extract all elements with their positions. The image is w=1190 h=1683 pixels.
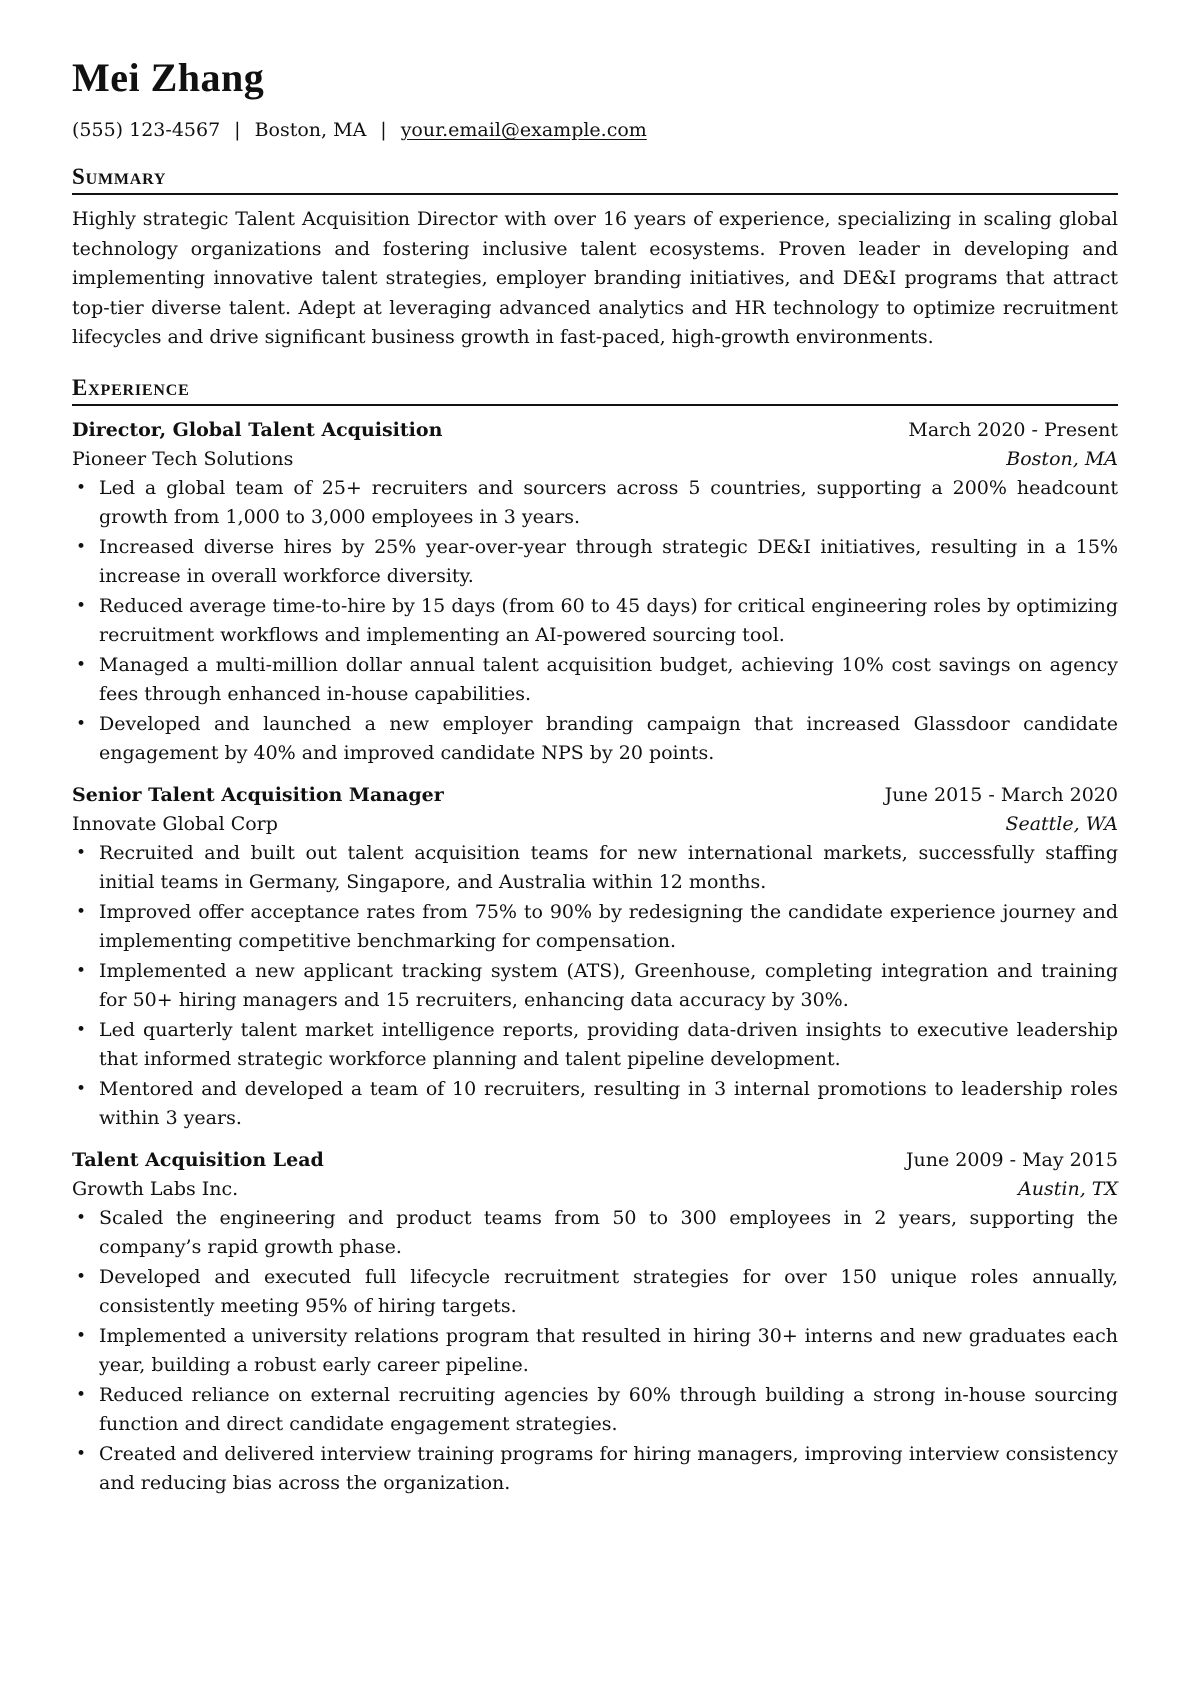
summary-section <box>72 164 1118 353</box>
candidate-name: Mei Zhang <box>72 55 265 100</box>
summary-text: Highly strategic Talent Acquisition Director with over 16 years of experience, specializing in scaling global technology organizations and fostering inclusive talent ecosystems. Proven leader in developing and implementing innovative talent strategies, employer branding initiatives, and DE&I programs that attract top-tier diverse talent. Adept at leveraging advanced analytics and HR technology to optimize recruitment lifecycles and drive significant business growth in fast-paced, high-growth environments. <box>72 208 1118 348</box>
bullet-item: • Reduced average time-to-hire by 15 days (from 60 to 45 days) for critical engineering roles by optimizing recruitment workflows and implementing an AI-powered sourcing tool. <box>72 592 1118 651</box>
job-company-row <box>72 1175 1118 1204</box>
job-entry <box>72 416 1118 769</box>
job-entry <box>72 781 1118 1134</box>
bullet-item: • Improved offer acceptance rates from 75% to 90% by redesigning the candidate experience journey and implementing competitive benchmarking for compensation. <box>72 898 1118 957</box>
experience-section <box>72 375 1118 1499</box>
bullet-item: • Scaled the engineering and product teams from 50 to 300 employees in 2 years, supporting the company’s rapid growth phase. <box>72 1204 1118 1263</box>
job-location: Boston, MA <box>1006 447 1118 470</box>
job-location: Seattle, WA <box>1005 812 1118 835</box>
bullet-item: • Developed and launched a new employer branding campaign that increased Glassdoor candidate engagement by 40% and improved candidate NPS by 20 points. <box>72 710 1118 769</box>
job-company-row <box>72 445 1118 474</box>
company-name: Pioneer Tech Solutions <box>72 447 294 470</box>
contact-separator: | <box>380 119 387 141</box>
bullet-item: • Developed and executed full lifecycle recruitment strategies for over 150 unique roles annually, consistently meeting 95% of hiring targets. <box>72 1263 1118 1322</box>
bullet-item: • Implemented a university relations program that resulted in hiring 30+ interns and new graduates each year, building a robust early career pipeline. <box>72 1322 1118 1381</box>
job-entry <box>72 1146 1118 1499</box>
job-title: Talent Acquisition Lead <box>72 1148 324 1171</box>
contact-line <box>72 118 1118 142</box>
bullet-item: • Managed a multi-million dollar annual talent acquisition budget, achieving 10% cost savings on agency fees through enhanced in-house capabilities. <box>72 651 1118 710</box>
job-title-row <box>72 416 1118 445</box>
job-bullets <box>72 474 1118 769</box>
job-title: Senior Talent Acquisition Manager <box>72 783 444 806</box>
job-title-row <box>72 1146 1118 1175</box>
job-bullets <box>72 1204 1118 1499</box>
contact-location: Boston, MA <box>254 119 367 141</box>
job-dates: March 2020 - Present <box>908 418 1118 441</box>
company-name: Innovate Global Corp <box>72 812 278 835</box>
resume-header <box>72 55 1118 142</box>
experience-heading: Experience <box>72 375 1118 406</box>
company-name: Growth Labs Inc. <box>72 1177 239 1200</box>
bullet-item: • Led a global team of 25+ recruiters and sourcers across 5 countries, supporting a 200% headcount growth from 1,000 to 3,000 employees in 3 years. <box>72 474 1118 533</box>
summary-heading: Summary <box>72 164 1118 195</box>
job-title-row <box>72 781 1118 810</box>
bullet-item: • Led quarterly talent market intelligence reports, providing data-driven insights to executive leadership that informed strategic workforce planning and talent pipeline development. <box>72 1016 1118 1075</box>
job-location: Austin, TX <box>1018 1177 1118 1200</box>
email-link[interactable]: your.email@example.com <box>400 119 647 141</box>
bullet-item: • Reduced reliance on external recruiting agencies by 60% through building a strong in-house sourcing function and direct candidate engagement strategies. <box>72 1381 1118 1440</box>
job-title: Director, Global Talent Acquisition <box>72 418 443 441</box>
job-bullets <box>72 839 1118 1134</box>
job-dates: June 2015 - March 2020 <box>884 783 1118 806</box>
bullet-item: • Implemented a new applicant tracking system (ATS), Greenhouse, completing integration and training for 50+ hiring managers and 15 recruiters, enhancing data accuracy by 30%. <box>72 957 1118 1016</box>
contact-separator: | <box>234 119 241 141</box>
phone-number: (555) 123-4567 <box>72 119 221 141</box>
job-dates: June 2009 - May 2015 <box>905 1148 1118 1171</box>
bullet-item: • Recruited and built out talent acquisition teams for new international markets, successfully staffing initial teams in Germany, Singapore, and Australia within 12 months. <box>72 839 1118 898</box>
job-company-row <box>72 810 1118 839</box>
bullet-item: • Increased diverse hires by 25% year-over-year through strategic DE&I initiatives, resulting in a 15% increase in overall workforce diversity. <box>72 533 1118 592</box>
bullet-item: • Mentored and developed a team of 10 recruiters, resulting in 3 internal promotions to leadership roles within 3 years. <box>72 1075 1118 1134</box>
bullet-item: • Created and delivered interview training programs for hiring managers, improving interview consistency and reducing bias across the organization. <box>72 1440 1118 1499</box>
